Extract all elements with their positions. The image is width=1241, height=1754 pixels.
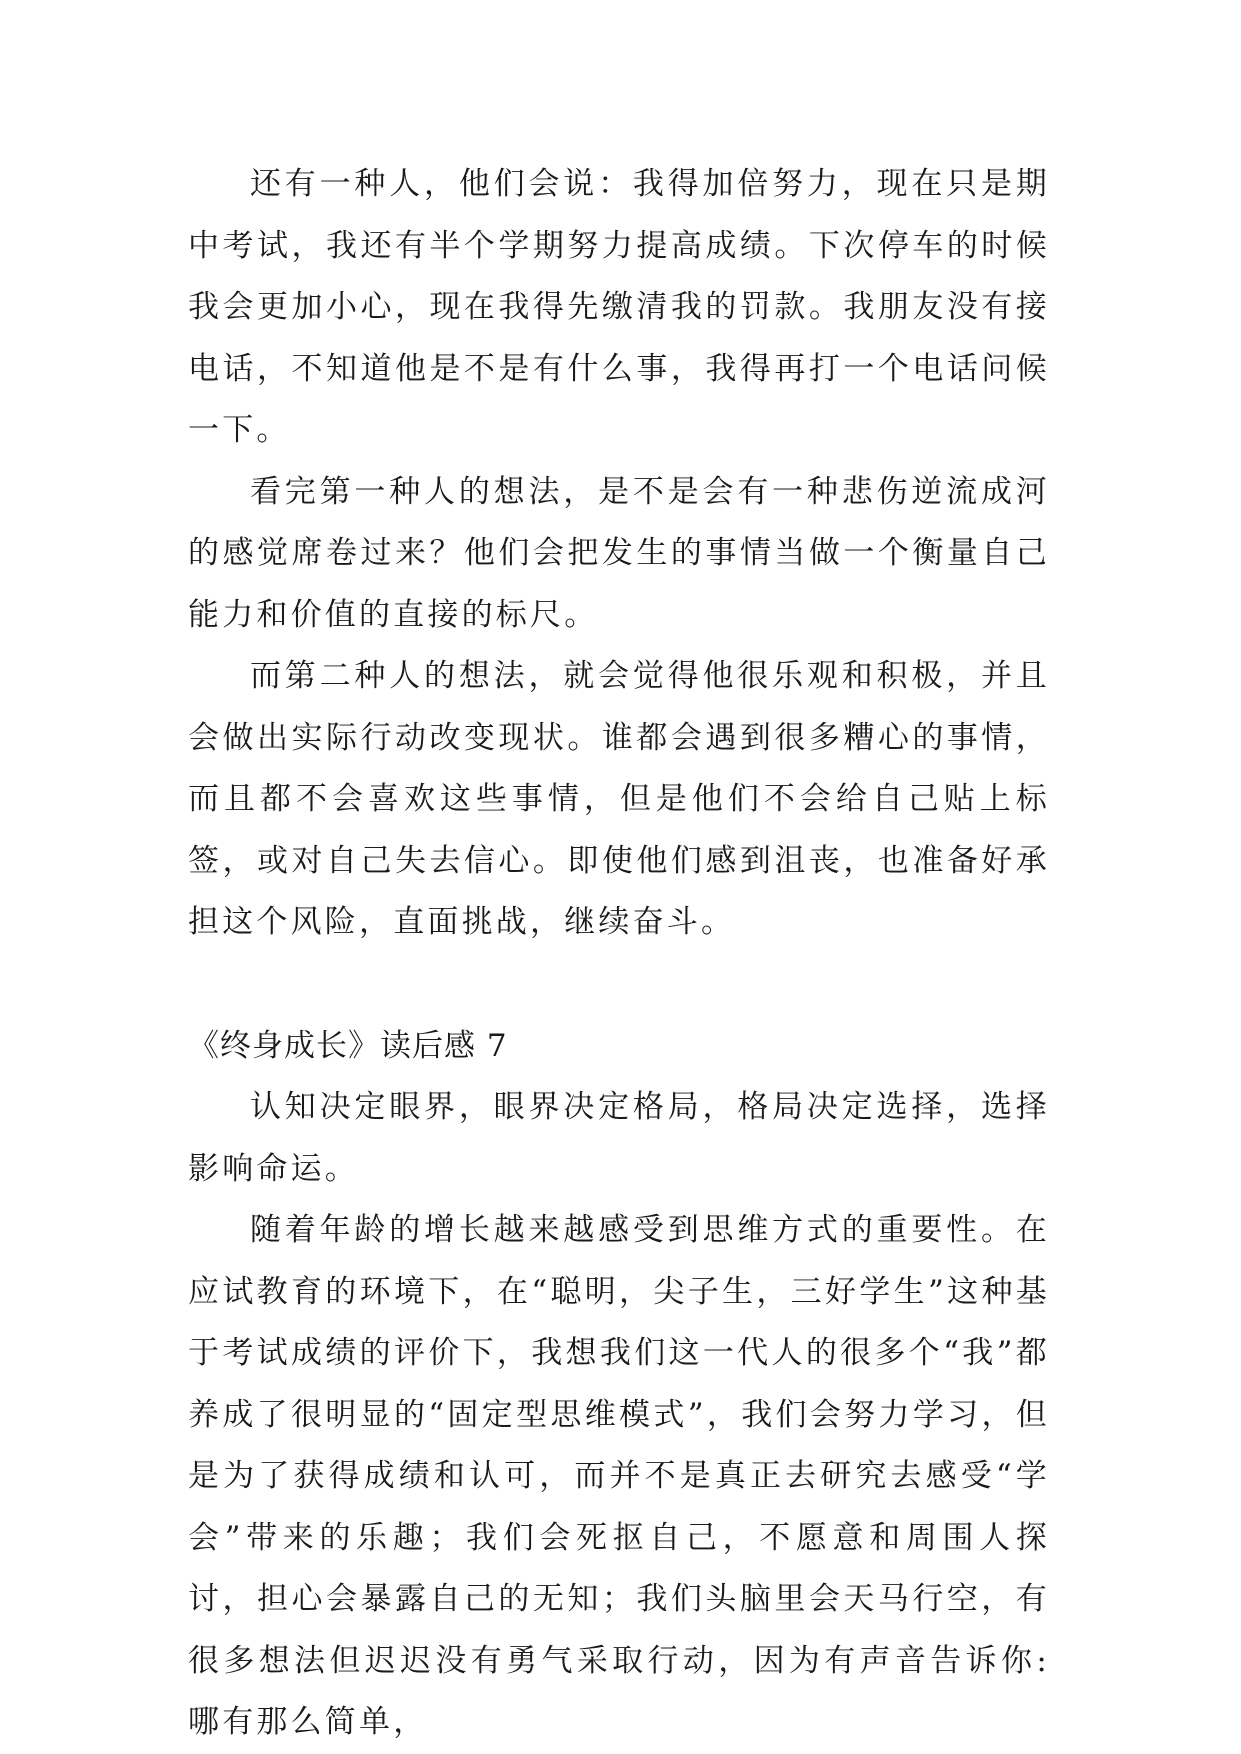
paragraph: 随着年龄的增长越来越感受到思维方式的重要性。在应试教育的环境下，在“聪明，尖子生，三好学生”这种基于考试成绩的评价下，我想我们这一代人的很多个“我”都养成了很明显的“固定型思维模式”，我们会努力学习，但是为了获得成绩和认可，而并不是真正去研究去感受“学会”带来的乐趣；我们会死抠自己，不愿意和周围人探讨，担心会暴露自己的无知；我们头脑里会天马行空，有很多想法但迟迟没有勇气采取行动，因为有声音告诉你:哪有那么简单，: [188, 1212, 1050, 1740]
paragraph: 看完第一种人的想法，是不是会有一种悲伤逆流成河的感觉席卷过来？他们会把发生的事情当做一个衡量自己能力和价值的直接的标尺。: [188, 473, 1050, 633]
document-page: [188, 154, 1050, 1754]
section-title: 《终身成长》读后感 7: [188, 1027, 508, 1064]
paragraph: 而第二种人的想法，就会觉得他很乐观和积极，并且会做出实际行动改变现状。谁都会遇到很多糟心的事情，而且都不会喜欢这些事情，但是他们不会给自己贴上标签，或对自己失去信心。即使他们感到沮丧，也准备好承担这个风险，直面挑战，继续奋斗。: [188, 658, 1050, 940]
paragraph: 还有一种人，他们会说：我得加倍努力，现在只是期中考试，我还有半个学期努力提高成绩。下次停车的时候我会更加小心，现在我得先缴清我的罚款。我朋友没有接电话，不知道他是不是有什么事，我得再打一个电话问候一下。: [188, 166, 1050, 448]
section-spacer: [188, 954, 1050, 1016]
paragraph: 认知决定眼界，眼界决定格局，格局决定选择，选择影响命运。: [188, 1089, 1050, 1187]
